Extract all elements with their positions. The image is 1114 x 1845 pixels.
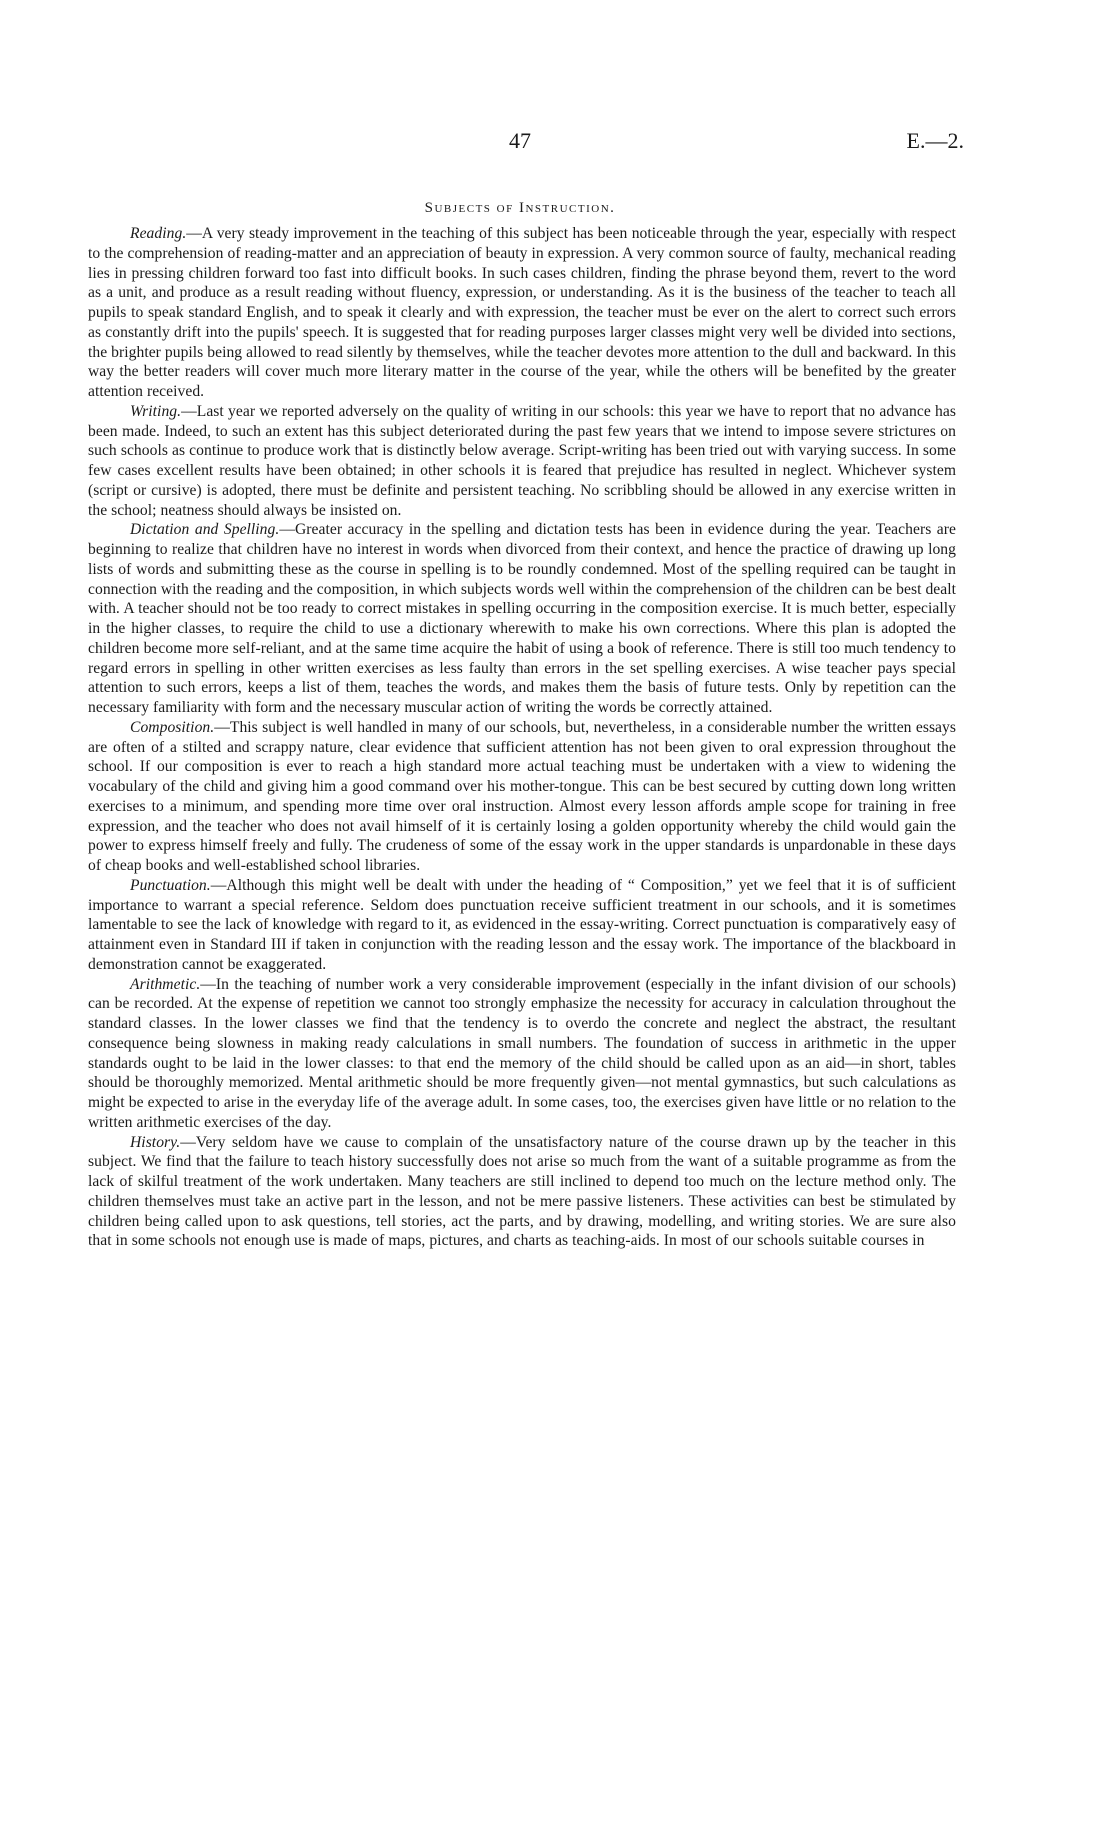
paragraph-reading <box>88 224 956 402</box>
paragraph-title: History. <box>130 1133 181 1151</box>
paragraph-composition <box>88 718 956 876</box>
paragraph-text: —Last year we reported adversely on the quality of writing in our schools: this year we have to report that no advance has been made. Indeed, to such an extent has this subject deteriorated during the past few years that we intend to impose severe strictures on such schools as continue to produce work that is distinctly below average. Script-writing has been tried out with varying success. In some few cases excellent results have been obtained; in other schools it is feared that prejudice has resulted in neglect. Whichever system (script or cursive) is adopted, there must be definite and persistent teaching. No scribbling should be allowed in any exercise written in the school; neatness should always be insisted on. <box>88 402 956 519</box>
paragraph-title: Arithmetic. <box>130 975 201 993</box>
paragraph-dictation-spelling <box>88 520 956 718</box>
paragraph-punctuation <box>88 876 956 975</box>
paragraph-title: Writing. <box>130 402 182 420</box>
body-text <box>88 224 956 1251</box>
paragraph-title: Dictation and Spelling. <box>130 521 280 539</box>
page-number: 47 <box>509 128 531 153</box>
paragraph-title: Punctuation. <box>130 876 211 894</box>
paragraph-title: Reading. <box>130 225 187 242</box>
paragraph-text: —Very seldom have we cause to complain of the unsatisfactory nature of the course drawn up by the teacher in this subject. We find that the failure to teach history successfully does not arise so much from the want of a suitable programme as from the lack of skilful treatment of the work undertaken. Many teachers are still inclined to depend too much on the lecture method only. The children themselves must take an active part in the lesson, and not be mere passive listeners. These activities can best be stimulated by children being called upon to ask questions, tell stories, act the parts, and by drawing, modelling, and writing stories. We are sure also that in some schools not enough use is made of maps, pictures, and charts as teaching-aids. In most of our schools suitable courses in <box>88 1133 956 1250</box>
paragraph-arithmetic <box>88 975 956 1133</box>
document-reference: E.—2. <box>906 128 964 153</box>
paragraph-text: —This subject is well handled in many of our schools, but, nevertheless, in a considerable number the written essays are often of a stilted and scrappy nature, clear evidence that sufficient attention has not been given to oral expression throughout the school. If our composition is ever to reach a high standard more actual teaching must be undertaken with a view to widening the vocabulary of the child and giving him a good command over his mother-tongue. This can be best secured by cutting down long written exercises to a minimum, and spending more time over oral instruction. Almost every lesson affords ample scope for training in free expression, and the teacher who does not avail himself of it is certainly losing a golden opportunity whereby the child would gain the power to express himself freely and fully. The crudeness of some of the essay work in the upper standards is unpardonable in these days of cheap books and well-established school libraries. <box>88 718 956 874</box>
paragraph-text: —A very steady improvement in the teaching of this subject has been noticeable through the year, especially with respect to the comprehension of reading-matter and an appreciation of beauty in expression. A very common source of faulty, mechanical reading lies in pressing children forward too fast into difficult books. In such cases children, finding the phrase beyond them, revert to the word as a unit, and produce as a result reading without fluency, expression, or understanding. As it is the business of the teacher to teach all pupils to speak standard English, and to speak it clearly and with expression, the teacher must be ever on the alert to correct such errors as constantly drift into the pupils' speech. It is suggested that for reading purposes larger classes might very well be divided into sections, the brighter pupils being allowed to read silently by themselves, while the teacher devotes more attention to the dull and backward. In this way the better readers will cover much more literary matter in the course of the year, while the others will be benefited by the greater attention received. <box>88 225 956 400</box>
paragraph-writing <box>88 402 956 521</box>
paragraph-text: —Greater accuracy in the spelling and dictation tests has been in evidence during the year. Teachers are beginning to realize that children have no interest in words when divorced from their context, and hence the practice of drawing up long lists of words and submitting these as the course in spelling is to be roundly condemned. Most of the spelling required can be taught in connection with the reading and the composition, in which subjects words well within the comprehension of the children can be best dealt with. A teacher should not be too ready to correct mistakes in spelling occurring in the composition exercise. It is much better, especially in the higher classes, to require the child to use a dictionary wherewith to make his own corrections. Where this plan is adopted the children become more self-reliant, and at the same time acquire the habit of using a book of reference. There is still too much tendency to regard errors in spelling in other written exercises as less faulty than errors in the set spelling exercises. A wise teacher pays special attention to such errors, keeps a list of them, teaches the words, and makes them the basis of future tests. Only by repetition can the necessary familiarity with form and the necessary muscular action of writing the words be correctly attained. <box>88 521 956 716</box>
paragraph-history <box>88 1133 956 1252</box>
paragraph-text: —Although this might well be dealt with under the heading of “ Composition,” yet we feel that it is of sufficient importance to warrant a special reference. Seldom does punctuation receive sufficient treatment in our schools, and it is sometimes lamentable to see the lack of knowledge with regard to it, as evidenced in the essay-writing. Correct punctuation is comparatively easy of attainment even in Standard III if taken in conjunction with the reading lesson and the essay work. The importance of the blackboard in demonstration cannot be exaggerated. <box>88 876 956 973</box>
section-heading: Subjects of Instruction. <box>424 200 616 216</box>
paragraph-title: Composition. <box>130 718 215 736</box>
paragraph-text: —In the teaching of number work a very considerable improvement (especially in the infant division of our schools) can be recorded. At the expense of repetition we cannot too strongly emphasize the necessity for accuracy in calculation throughout the standard classes. In the lower classes we find that the tendency is to overdo the concrete and neglect the abstract, the resultant consequence being slowness in making ready calculations in small numbers. The foundation of success in arithmetic in the upper standards ought to be laid in the lower classes: to that end the memory of the child should be called upon as an aid—in short, tables should be thoroughly memorized. Mental arithmetic should be more frequently given—not mental gymnastics, but such calculations as might be expected to arise in the everyday life of the average adult. In some cases, too, the exercises given have little or no relation to the written arithmetic exercises of the day. <box>88 975 956 1131</box>
